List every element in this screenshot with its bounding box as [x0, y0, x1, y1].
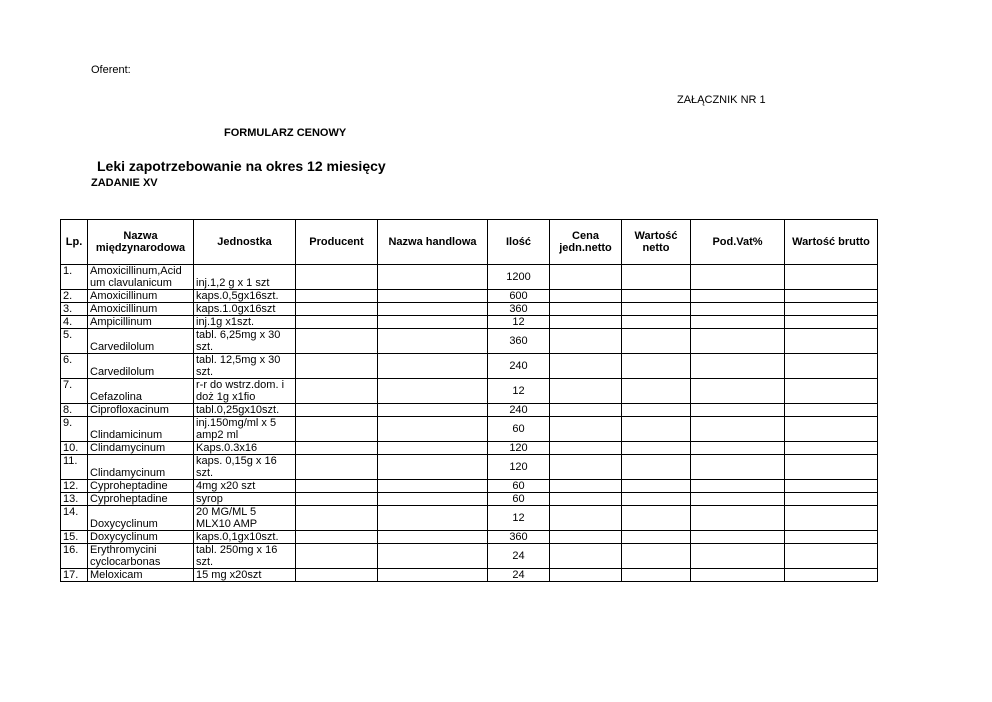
cell-wartosc-netto: [622, 569, 691, 582]
cell-wartosc-brutto: [785, 544, 878, 569]
cell-cena: [550, 303, 622, 316]
cell-wartosc-brutto: [785, 265, 878, 290]
cell-jednostka: Kaps.0.3x16: [194, 442, 296, 455]
cell-ilosc: 120: [488, 442, 550, 455]
cell-wartosc-netto: [622, 455, 691, 480]
cell-jednostka: 20 MG/ML 5 MLX10 AMP: [194, 506, 296, 531]
cell-nazwa-handlowa: [378, 506, 488, 531]
cell-ilosc: 24: [488, 569, 550, 582]
cell-producent: [296, 303, 378, 316]
cell-lp: 5.: [61, 329, 88, 354]
cell-nazwa-handlowa: [378, 329, 488, 354]
cell-nazwa-miedzynarodowa: Cefazolina: [88, 379, 194, 404]
cell-nazwa-miedzynarodowa: Clindamicinum: [88, 417, 194, 442]
cell-wartosc-brutto: [785, 354, 878, 379]
cell-producent: [296, 379, 378, 404]
cell-vat: [691, 404, 785, 417]
cell-wartosc-netto: [622, 354, 691, 379]
table-row: [61, 354, 878, 379]
table-row: [61, 455, 878, 480]
header-lp: Lp.: [61, 220, 88, 265]
cell-producent: [296, 354, 378, 379]
cell-jednostka: kaps. 0,15g x 16 szt.: [194, 455, 296, 480]
header-jednostka: Jednostka: [194, 220, 296, 265]
price-table: [60, 219, 878, 582]
table-row: [61, 290, 878, 303]
cell-producent: [296, 455, 378, 480]
cell-producent: [296, 265, 378, 290]
table-row: [61, 303, 878, 316]
cell-jednostka: tabl. 12,5mg x 30 szt.: [194, 354, 296, 379]
cell-producent: [296, 506, 378, 531]
cell-ilosc: 24: [488, 544, 550, 569]
cell-nazwa-handlowa: [378, 290, 488, 303]
table-row: [61, 417, 878, 442]
cell-jednostka: inj.150mg/ml x 5 amp2 ml: [194, 417, 296, 442]
header-ilosc: Ilość: [488, 220, 550, 265]
cell-producent: [296, 417, 378, 442]
cell-producent: [296, 493, 378, 506]
cell-cena: [550, 329, 622, 354]
header-cena: Cena jedn.netto: [550, 220, 622, 265]
cell-nazwa-handlowa: [378, 354, 488, 379]
cell-nazwa-miedzynarodowa: Ampicillinum: [88, 316, 194, 329]
cell-cena: [550, 379, 622, 404]
cell-ilosc: 12: [488, 379, 550, 404]
cell-ilosc: 360: [488, 531, 550, 544]
cell-ilosc: 120: [488, 455, 550, 480]
cell-lp: 10.: [61, 442, 88, 455]
cell-ilosc: 60: [488, 417, 550, 442]
table-row: [61, 329, 878, 354]
cell-lp: 15.: [61, 531, 88, 544]
cell-ilosc: 360: [488, 303, 550, 316]
header-wartosc-netto: Wartość netto: [622, 220, 691, 265]
cell-nazwa-miedzynarodowa: Amoxicillinum: [88, 303, 194, 316]
cell-jednostka: inj.1,2 g x 1 szt: [194, 265, 296, 290]
cell-lp: 6.: [61, 354, 88, 379]
cell-wartosc-netto: [622, 493, 691, 506]
cell-vat: [691, 417, 785, 442]
cell-wartosc-netto: [622, 544, 691, 569]
cell-vat: [691, 265, 785, 290]
cell-jednostka: tabl. 250mg x 16 szt.: [194, 544, 296, 569]
cell-lp: 17.: [61, 569, 88, 582]
cell-nazwa-miedzynarodowa: Amoxicillinum,Acid um clavulanicum: [88, 265, 194, 290]
table-row: [61, 379, 878, 404]
cell-wartosc-netto: [622, 506, 691, 531]
zalacznik-label: ZAŁĄCZNIK NR 1: [677, 94, 766, 106]
cell-wartosc-netto: [622, 442, 691, 455]
table-row: [61, 531, 878, 544]
cell-wartosc-netto: [622, 417, 691, 442]
cell-jednostka: 15 mg x20szt: [194, 569, 296, 582]
cell-producent: [296, 404, 378, 417]
cell-wartosc-netto: [622, 379, 691, 404]
cell-lp: 7.: [61, 379, 88, 404]
cell-ilosc: 240: [488, 404, 550, 417]
cell-vat: [691, 290, 785, 303]
cell-cena: [550, 493, 622, 506]
cell-producent: [296, 480, 378, 493]
cell-ilosc: 60: [488, 493, 550, 506]
cell-cena: [550, 265, 622, 290]
cell-nazwa-miedzynarodowa: Carvedilolum: [88, 329, 194, 354]
cell-nazwa-handlowa: [378, 569, 488, 582]
cell-wartosc-netto: [622, 265, 691, 290]
cell-wartosc-brutto: [785, 417, 878, 442]
cell-nazwa-miedzynarodowa: Meloxicam: [88, 569, 194, 582]
cell-nazwa-miedzynarodowa: Clindamycinum: [88, 442, 194, 455]
cell-producent: [296, 290, 378, 303]
cell-cena: [550, 531, 622, 544]
cell-lp: 16.: [61, 544, 88, 569]
cell-ilosc: 360: [488, 329, 550, 354]
cell-wartosc-brutto: [785, 379, 878, 404]
cell-nazwa-handlowa: [378, 265, 488, 290]
cell-lp: 14.: [61, 506, 88, 531]
table-header-row: [61, 220, 878, 265]
cell-jednostka: 4mg x20 szt: [194, 480, 296, 493]
cell-ilosc: 12: [488, 316, 550, 329]
cell-cena: [550, 544, 622, 569]
cell-nazwa-handlowa: [378, 480, 488, 493]
cell-vat: [691, 493, 785, 506]
cell-ilosc: 240: [488, 354, 550, 379]
cell-nazwa-handlowa: [378, 544, 488, 569]
cell-vat: [691, 329, 785, 354]
cell-cena: [550, 506, 622, 531]
cell-nazwa-handlowa: [378, 316, 488, 329]
cell-wartosc-netto: [622, 329, 691, 354]
cell-lp: 13.: [61, 493, 88, 506]
header-vat: Pod.Vat%: [691, 220, 785, 265]
cell-lp: 1.: [61, 265, 88, 290]
cell-cena: [550, 569, 622, 582]
cell-lp: 8.: [61, 404, 88, 417]
cell-vat: [691, 506, 785, 531]
cell-lp: 2.: [61, 290, 88, 303]
cell-wartosc-brutto: [785, 506, 878, 531]
cell-wartosc-brutto: [785, 290, 878, 303]
cell-nazwa-handlowa: [378, 379, 488, 404]
table-row: [61, 493, 878, 506]
cell-nazwa-handlowa: [378, 404, 488, 417]
cell-jednostka: r-r do wstrz.dom. i doż 1g x1fio: [194, 379, 296, 404]
cell-jednostka: tabl. 6,25mg x 30 szt.: [194, 329, 296, 354]
cell-wartosc-netto: [622, 316, 691, 329]
cell-nazwa-miedzynarodowa: Doxycyclinum: [88, 506, 194, 531]
header-wartosc-brutto: Wartość brutto: [785, 220, 878, 265]
cell-wartosc-brutto: [785, 480, 878, 493]
cell-nazwa-handlowa: [378, 493, 488, 506]
cell-jednostka: syrop: [194, 493, 296, 506]
header-producent: Producent: [296, 220, 378, 265]
table-row: [61, 265, 878, 290]
oferent-label: Oferent:: [91, 64, 131, 76]
cell-producent: [296, 544, 378, 569]
cell-cena: [550, 404, 622, 417]
table-row: [61, 316, 878, 329]
header-nazwa-miedzynarodowa: Nazwa międzynarodowa: [88, 220, 194, 265]
cell-vat: [691, 531, 785, 544]
cell-producent: [296, 442, 378, 455]
cell-nazwa-miedzynarodowa: Cyproheptadine: [88, 480, 194, 493]
cell-lp: 11.: [61, 455, 88, 480]
table-row: [61, 404, 878, 417]
cell-nazwa-miedzynarodowa: Ciprofloxacinum: [88, 404, 194, 417]
cell-ilosc: 60: [488, 480, 550, 493]
cell-producent: [296, 316, 378, 329]
cell-nazwa-miedzynarodowa: Cyproheptadine: [88, 493, 194, 506]
cell-vat: [691, 480, 785, 493]
cell-lp: 12.: [61, 480, 88, 493]
cell-vat: [691, 316, 785, 329]
cell-wartosc-brutto: [785, 303, 878, 316]
cell-vat: [691, 354, 785, 379]
cell-nazwa-miedzynarodowa: Amoxicillinum: [88, 290, 194, 303]
cell-nazwa-handlowa: [378, 455, 488, 480]
cell-wartosc-brutto: [785, 329, 878, 354]
cell-vat: [691, 442, 785, 455]
cell-wartosc-brutto: [785, 404, 878, 417]
cell-nazwa-miedzynarodowa: Doxycyclinum: [88, 531, 194, 544]
cell-nazwa-handlowa: [378, 303, 488, 316]
table-row: [61, 544, 878, 569]
cell-ilosc: 12: [488, 506, 550, 531]
cell-cena: [550, 290, 622, 303]
cell-producent: [296, 569, 378, 582]
cell-wartosc-brutto: [785, 442, 878, 455]
table-row: [61, 506, 878, 531]
cell-cena: [550, 480, 622, 493]
cell-cena: [550, 354, 622, 379]
cell-nazwa-handlowa: [378, 531, 488, 544]
cell-jednostka: kaps.0,1gx10szt.: [194, 531, 296, 544]
cell-nazwa-miedzynarodowa: Erythromycini cyclocarbonas: [88, 544, 194, 569]
cell-nazwa-miedzynarodowa: Clindamycinum: [88, 455, 194, 480]
cell-vat: [691, 544, 785, 569]
cell-wartosc-netto: [622, 303, 691, 316]
table-row: [61, 442, 878, 455]
cell-wartosc-netto: [622, 290, 691, 303]
cell-nazwa-handlowa: [378, 442, 488, 455]
cell-nazwa-miedzynarodowa: Carvedilolum: [88, 354, 194, 379]
cell-wartosc-brutto: [785, 316, 878, 329]
cell-lp: 3.: [61, 303, 88, 316]
form-title: FORMULARZ CENOWY: [224, 127, 347, 139]
cell-nazwa-handlowa: [378, 417, 488, 442]
cell-lp: 9.: [61, 417, 88, 442]
cell-producent: [296, 329, 378, 354]
cell-wartosc-brutto: [785, 569, 878, 582]
cell-wartosc-brutto: [785, 493, 878, 506]
cell-cena: [550, 442, 622, 455]
cell-cena: [550, 455, 622, 480]
cell-wartosc-netto: [622, 480, 691, 493]
task-label: ZADANIE XV: [91, 177, 158, 189]
cell-cena: [550, 316, 622, 329]
table-row: [61, 569, 878, 582]
cell-jednostka: inj.1g x1szt.: [194, 316, 296, 329]
cell-jednostka: tabl.0,25gx10szt.: [194, 404, 296, 417]
cell-lp: 4.: [61, 316, 88, 329]
cell-jednostka: kaps.1.0gx16szt: [194, 303, 296, 316]
cell-vat: [691, 455, 785, 480]
cell-wartosc-netto: [622, 531, 691, 544]
cell-ilosc: 600: [488, 290, 550, 303]
cell-vat: [691, 379, 785, 404]
cell-wartosc-brutto: [785, 531, 878, 544]
cell-ilosc: 1200: [488, 265, 550, 290]
header-nazwa-handlowa: Nazwa handlowa: [378, 220, 488, 265]
table-row: [61, 480, 878, 493]
document-subtitle: Leki zapotrzebowanie na okres 12 miesięcy: [97, 158, 386, 174]
cell-wartosc-netto: [622, 404, 691, 417]
cell-cena: [550, 417, 622, 442]
cell-producent: [296, 531, 378, 544]
cell-vat: [691, 569, 785, 582]
cell-vat: [691, 303, 785, 316]
cell-wartosc-brutto: [785, 455, 878, 480]
cell-jednostka: kaps.0,5gx16szt.: [194, 290, 296, 303]
